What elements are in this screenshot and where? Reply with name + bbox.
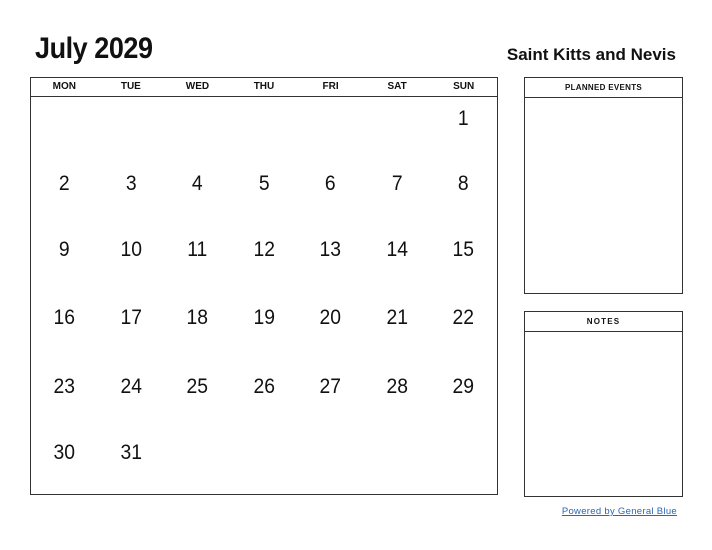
day-cell xyxy=(233,431,294,493)
weekday-wed: WED xyxy=(185,81,210,92)
day-cell: 2 xyxy=(58,172,70,195)
planned-events-header: PLANNED EVENTS xyxy=(525,78,682,98)
day-cell: 10 xyxy=(120,238,142,261)
day-cell xyxy=(167,431,228,493)
day-cell: 9 xyxy=(58,238,70,261)
day-cell: 28 xyxy=(386,375,408,398)
day-cell: 20 xyxy=(319,306,342,329)
day-cell xyxy=(233,97,294,162)
day-cell xyxy=(433,431,494,493)
weekday-thu: THU xyxy=(253,81,275,92)
day-cell: 17 xyxy=(120,306,142,329)
day-cell: 13 xyxy=(319,238,342,261)
day-cell: 23 xyxy=(53,375,76,398)
day-cell: 6 xyxy=(325,172,336,195)
day-cell: 29 xyxy=(452,375,475,398)
day-cell: 24 xyxy=(120,375,142,398)
weekday-fri: FRI xyxy=(322,81,339,92)
weekday-header-row xyxy=(31,78,497,97)
day-cell: 22 xyxy=(452,306,475,329)
day-cell: 12 xyxy=(253,238,275,261)
day-cell: 21 xyxy=(386,306,408,329)
notes-header: NOTES xyxy=(525,312,682,332)
weekday-sun: SUN xyxy=(453,81,475,92)
day-cell: 26 xyxy=(253,375,275,398)
day-cell xyxy=(34,97,95,162)
day-cell xyxy=(100,97,161,162)
day-cell: 5 xyxy=(258,172,270,195)
calendar-grid xyxy=(30,77,498,495)
country-name: Saint Kitts and Nevis xyxy=(506,45,676,64)
notes-panel xyxy=(524,311,683,497)
day-cell xyxy=(367,97,428,162)
weekday-tue: TUE xyxy=(120,81,141,92)
day-cell: 11 xyxy=(187,238,208,261)
day-cell: 16 xyxy=(53,306,76,329)
day-cell: 25 xyxy=(186,375,209,398)
weekday-mon: MON xyxy=(52,81,76,92)
day-cell xyxy=(367,431,428,493)
day-cell xyxy=(167,97,228,162)
day-cell: 19 xyxy=(253,306,275,329)
calendar-weeks xyxy=(31,97,497,493)
day-cell: 4 xyxy=(192,172,203,195)
weekday-sat: SAT xyxy=(387,81,407,92)
planned-events-panel xyxy=(524,77,683,294)
day-cell: 7 xyxy=(391,172,403,195)
day-cell: 14 xyxy=(386,238,408,261)
day-cell: 27 xyxy=(319,375,342,398)
powered-by-link[interactable]: Powered by General Blue xyxy=(561,506,677,517)
day-cell: 15 xyxy=(452,238,475,261)
day-cell: 1 xyxy=(458,107,470,130)
day-cell xyxy=(300,97,361,162)
day-cell: 8 xyxy=(458,172,470,195)
day-cell: 18 xyxy=(186,306,209,329)
day-cell xyxy=(300,431,361,493)
calendar-title: July 2029 xyxy=(35,32,153,65)
day-cell: 30 xyxy=(53,441,76,464)
day-cell: 31 xyxy=(120,441,142,464)
day-cell: 3 xyxy=(125,172,137,195)
